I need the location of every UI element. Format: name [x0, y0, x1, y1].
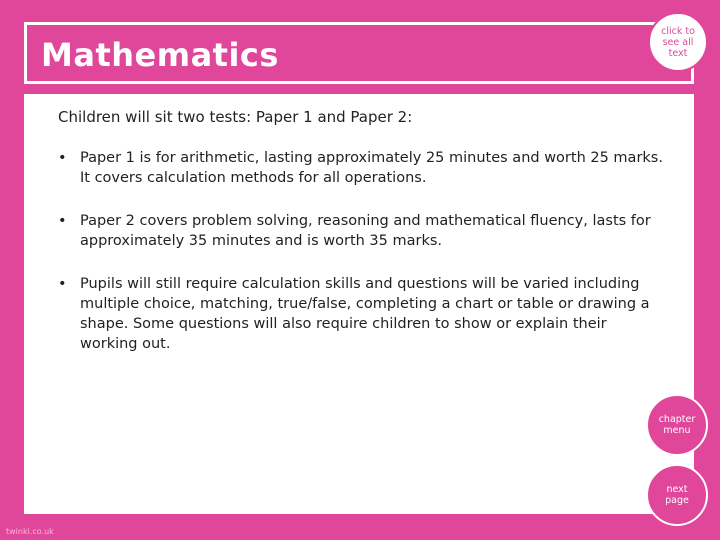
- next-page-button[interactable]: [646, 464, 708, 526]
- chapter-menu-label: chapter menu: [658, 414, 696, 436]
- list-item: [58, 148, 668, 188]
- chapter-menu-button[interactable]: [646, 394, 708, 456]
- bullet-text: Paper 1 is for arithmetic, lasting approximately 25 minutes and worth 25 marks. It covers calculation methods for all operations.: [80, 150, 663, 186]
- bullet-list: [58, 148, 668, 377]
- list-item: [58, 211, 668, 251]
- footer-brand: twinkl.co.uk: [6, 527, 54, 536]
- see-all-text-label: click to see all text: [661, 25, 695, 59]
- see-all-text-button[interactable]: [648, 12, 708, 72]
- intro-text: Children will sit two tests: Paper 1 and Paper 2:: [58, 108, 413, 126]
- next-page-label: next page: [665, 484, 689, 506]
- bullet-text: Pupils will still require calculation skills and questions will be varied including multiple choice, matching, true/false, completing a chart or table or drawing a shape. Some questions will also require children to show or explain their working out.: [80, 276, 650, 352]
- list-item: [58, 274, 668, 354]
- bullet-text: Paper 2 covers problem solving, reasoning and mathematical fluency, lasts for approximately 35 minutes and is worth 35 marks.: [80, 213, 651, 249]
- bullet-marker: •: [58, 150, 67, 166]
- slide-title: Mathematics: [41, 36, 279, 74]
- bullet-marker: •: [58, 213, 67, 229]
- bullet-marker: •: [58, 276, 67, 292]
- content-panel: [24, 94, 694, 514]
- title-box: [24, 22, 694, 84]
